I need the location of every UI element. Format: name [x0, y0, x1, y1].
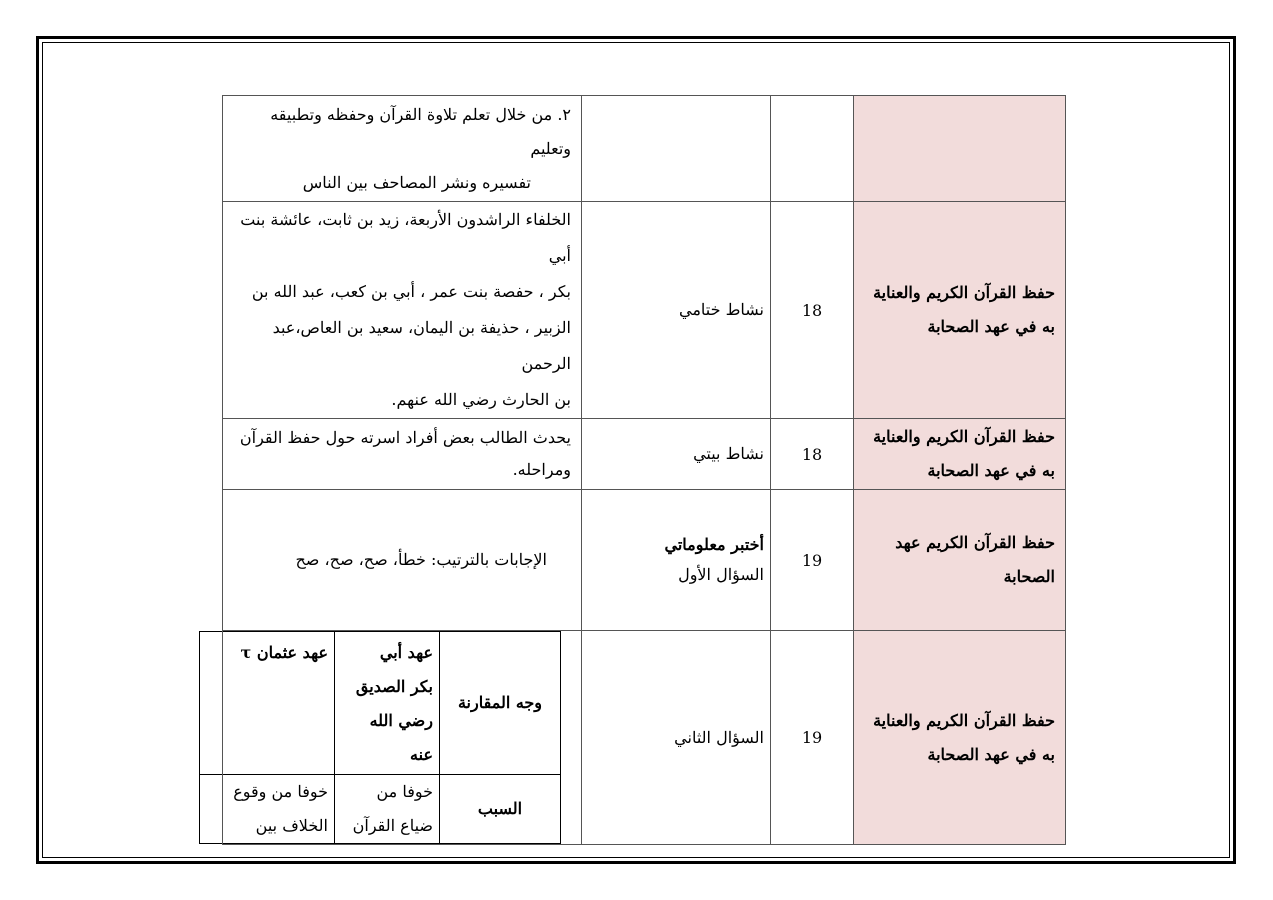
page-cell [771, 96, 854, 202]
reason-line: ضياع القرآن [352, 816, 433, 835]
header-line: بكر الصديق [355, 677, 433, 696]
answer-line: بن الحارث رضي الله عنهم. [391, 390, 571, 409]
page-number: 19 [771, 490, 854, 631]
answers-table [222, 95, 1066, 845]
abubakr-reason [335, 775, 440, 844]
activity-cell [582, 490, 771, 631]
reason-line: الخلاف بين [255, 816, 328, 835]
header-line: عهد أبي [379, 643, 433, 662]
topic-line: حفظ القرآن الكريم والعناية [873, 283, 1055, 302]
page-number: 18 [771, 202, 854, 419]
topic-line: حفظ القرآن الكريم والعناية [873, 427, 1055, 446]
comparison-row-label: السبب [440, 775, 561, 844]
table-row [223, 96, 1066, 202]
table-row [223, 631, 1066, 845]
header-line: عنه [410, 745, 433, 764]
topic-line: حفظ القرآن الكريم والعناية [873, 710, 1055, 730]
topic-line: به في عهد الصحابة [927, 744, 1055, 764]
table-row [223, 419, 1066, 490]
activity-cell [582, 96, 771, 202]
answer-line: تفسيره ونشر المصاحف بين الناس [302, 173, 531, 192]
page-number: 19 [771, 631, 854, 845]
topic-cell [854, 490, 1066, 631]
topic-line: به في عهد الصحابة [927, 317, 1055, 336]
topic-cell [854, 96, 1066, 202]
page-number: 18 [771, 419, 854, 490]
reason-line: خوفا من وقوع [233, 782, 328, 801]
topic-line: حفظ القرآن الكريم عهد [895, 533, 1055, 552]
topic-line: به في عهد الصحابة [927, 461, 1055, 480]
topic-cell [854, 631, 1066, 845]
reason-line: خوفا من [376, 782, 433, 801]
comparison-cell [223, 631, 582, 845]
abubakr-era-header [335, 632, 440, 775]
comparison-row [200, 775, 561, 844]
topic-cell [854, 202, 1066, 419]
answer-line: ٢. من خلال تعلم تلاوة القرآن وحفظه وتطبيقه وتعليم [270, 105, 571, 158]
answer-line: الخلفاء الراشدون الأربعة، زيد بن ثابت، عائشة بنت أبي [240, 210, 571, 265]
comparison-header-row [200, 632, 561, 775]
answer-text: الإجابات بالترتيب: خطأ، صح، صح، صح [223, 490, 582, 631]
answer-cell [223, 202, 582, 419]
answer-line: ومراحله. [512, 460, 571, 479]
answer-cell [223, 419, 582, 490]
topic-cell [854, 419, 1066, 490]
answer-cell [223, 96, 582, 202]
answer-line: الزبير ، حذيفة بن اليمان، سعيد بن العاص،عبد الرحمن [272, 318, 571, 373]
table-row [223, 490, 1066, 631]
activity-label: نشاط بيتي [582, 419, 771, 490]
comparison-table [199, 631, 561, 844]
uthman-reason [200, 775, 335, 844]
activity-label: السؤال الأول [678, 565, 764, 584]
uthman-era-header: عهد عثمان τ [200, 632, 335, 775]
activity-label: نشاط ختامي [582, 202, 771, 419]
answer-line: يحدث الطالب بعض أفراد اسرته حول حفظ القرآن [239, 428, 571, 447]
header-line: رضي الله [369, 711, 433, 730]
topic-line: الصحابة [1003, 567, 1055, 586]
comparison-aspect-header: وجه المقارنة [440, 632, 561, 775]
table-row [223, 202, 1066, 419]
activity-title: أختبر معلوماتي [664, 535, 764, 554]
activity-label: السؤال الثاني [582, 631, 771, 845]
answer-line: بكر ، حفصة بنت عمر ، أبي بن كعب، عبد الله بن [251, 282, 571, 301]
